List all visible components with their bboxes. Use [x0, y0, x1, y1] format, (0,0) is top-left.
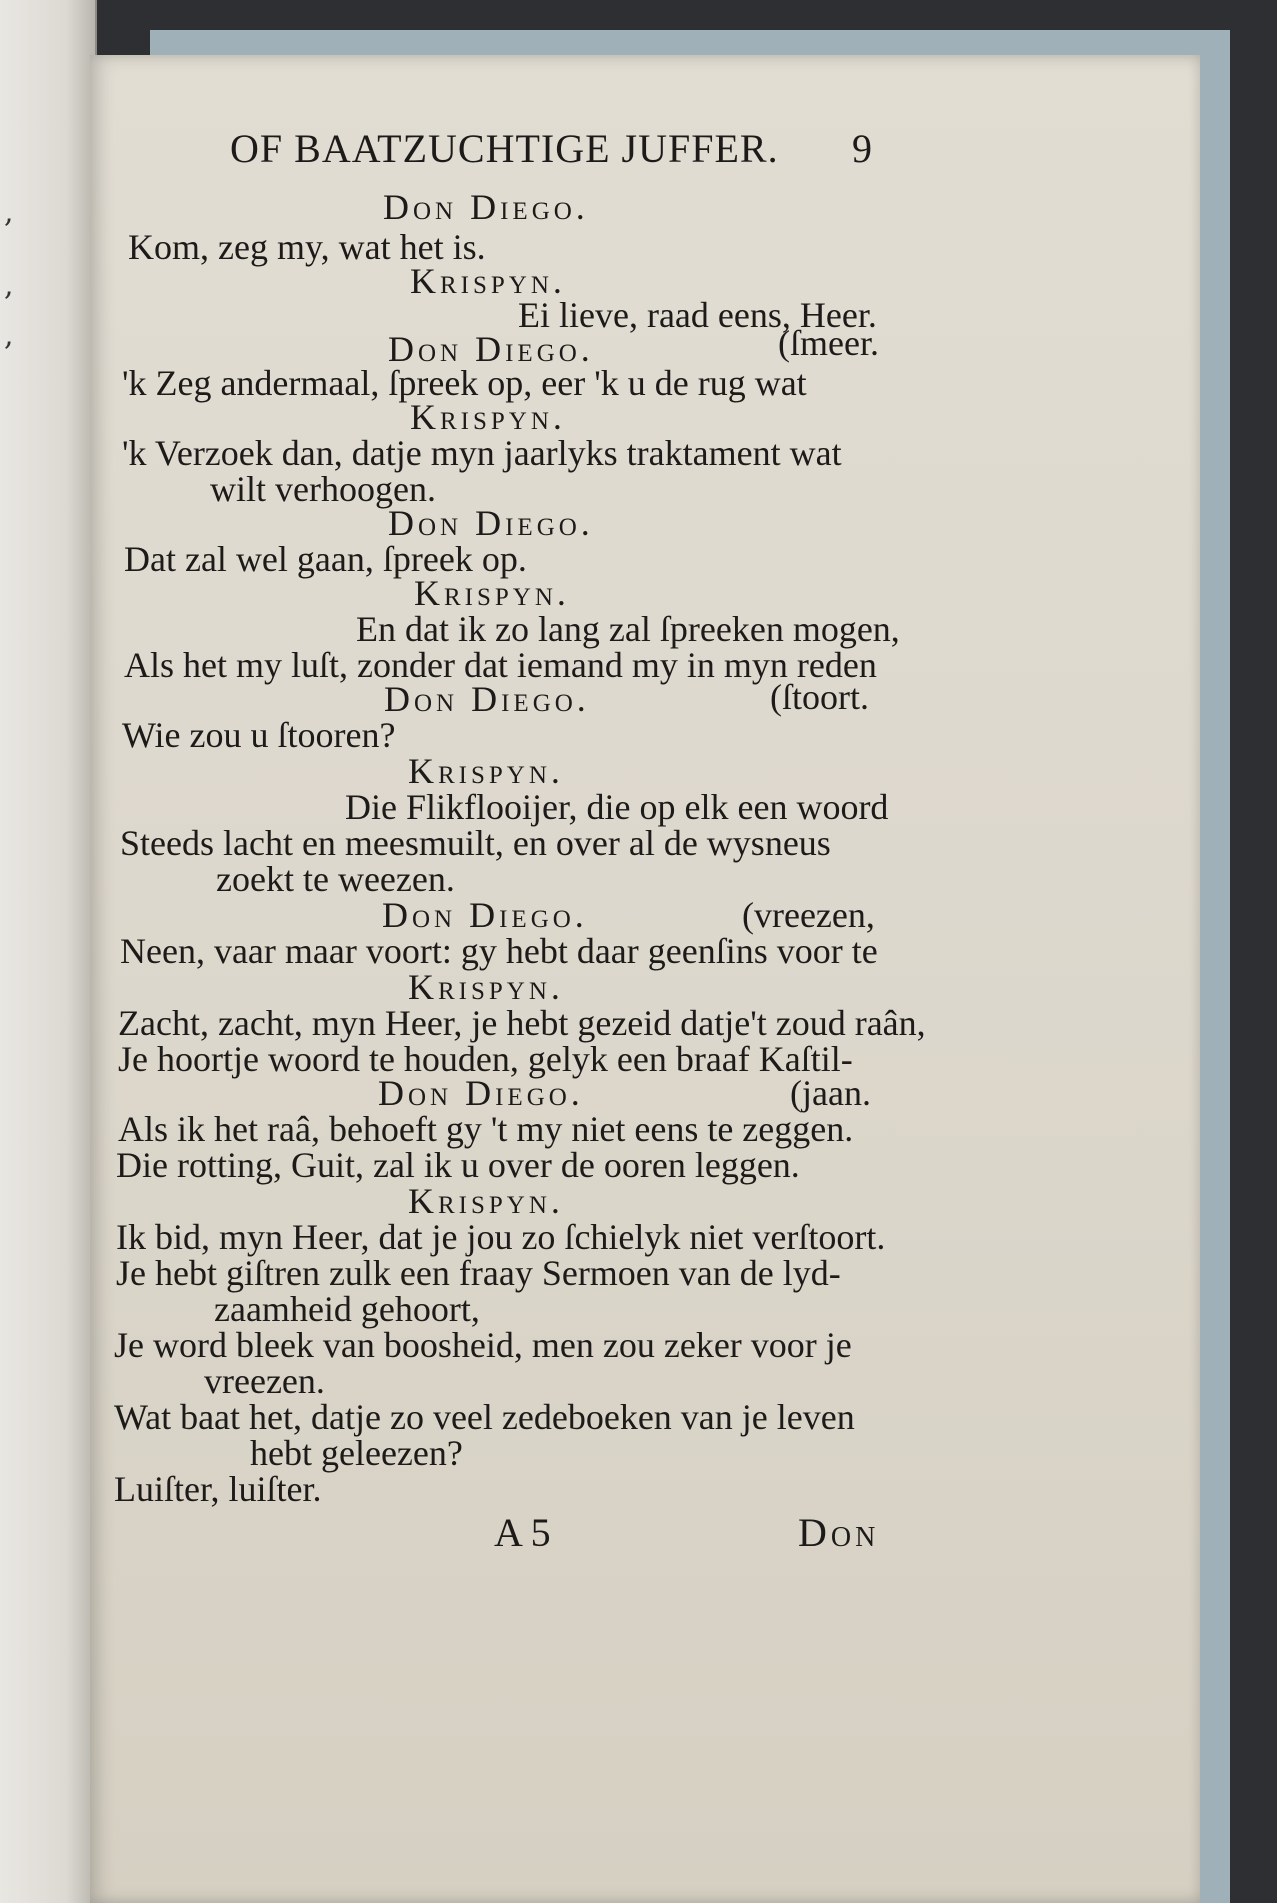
verse-line: hebt geleezen?	[250, 1433, 463, 1473]
turnover-line: (ſtoort.	[770, 677, 869, 717]
running-title: OF BAATZUCHTIGE JUFFER.	[230, 126, 779, 171]
verse-line: Ik bid, myn Heer, dat je jou zo ſchielyk niet verſtoort.	[116, 1217, 886, 1257]
left-page-fragment: ,	[4, 268, 14, 303]
verse-line: Zacht, zacht, myn Heer, je hebt gezeid datje't zoud raân,	[118, 1003, 926, 1043]
speaker-heading: Krispyn.	[408, 1181, 564, 1221]
catchword: Don	[798, 1510, 880, 1555]
speaker-heading: Don Diego.	[384, 679, 590, 719]
turnover-line: (vreezen,	[742, 895, 875, 935]
verse-line: wilt verhoogen.	[210, 469, 436, 509]
verse-line: zoekt te weezen.	[216, 859, 455, 899]
verse-line: vreezen.	[204, 1361, 325, 1401]
speaker-heading: Don Diego.	[382, 895, 588, 935]
verse-line: Steeds lacht en meesmuilt, en over al de wysneus	[120, 823, 831, 863]
speaker-heading: Krispyn.	[408, 751, 564, 791]
verse-line: Wat baat het, datje zo veel zedeboeken van je leven	[114, 1397, 855, 1437]
book-page	[90, 55, 1200, 1903]
verse-line: Luiſter, luiſter.	[114, 1469, 322, 1509]
signature-mark: A 5	[494, 1510, 551, 1555]
left-page-edge	[0, 0, 97, 1903]
verse-line: 'k Verzoek dan, datje myn jaarlyks traktament wat	[122, 433, 842, 473]
speaker-heading: Krispyn.	[414, 573, 570, 613]
verse-line: En dat ik zo lang zal ſpreeken mogen,	[356, 609, 900, 649]
speaker-heading: Krispyn.	[408, 967, 564, 1007]
turnover-line: (jaan.	[790, 1073, 871, 1113]
verse-line: Die Flikflooijer, die op elk een woord	[345, 787, 889, 827]
turnover-line: (ſmeer.	[778, 323, 879, 363]
verse-line: zaamheid gehoort,	[214, 1289, 480, 1329]
verse-line: Neen, vaar maar voort: gy hebt daar geenſins voor te	[120, 931, 878, 971]
verse-line: Die rotting, Guit, zal ik u over de ooren leggen.	[116, 1145, 800, 1185]
page-number: 9	[852, 126, 873, 171]
verse-line: Als het my luſt, zonder dat iemand my in myn reden	[124, 645, 877, 685]
speaker-heading: Krispyn.	[410, 261, 566, 301]
speaker-heading: Don Diego.	[383, 187, 589, 227]
verse-line: Je hoortje woord te houden, gelyk een braaf Kaſtil-	[118, 1039, 853, 1079]
verse-line: 'k Zeg andermaal, ſpreek op, eer 'k u de rug wat	[122, 363, 807, 403]
verse-line: Kom, zeg my, wat het is.	[128, 227, 486, 267]
speaker-heading: Don Diego.	[388, 503, 594, 543]
speaker-heading: Krispyn.	[410, 397, 566, 437]
left-page-fragment: ,	[4, 195, 14, 230]
left-page-fragment: ,	[4, 318, 14, 353]
speaker-heading: Don Diego.	[388, 329, 594, 369]
verse-line: Wie zou u ſtooren?	[122, 715, 396, 755]
verse-line: Als ik het raâ, behoeft gy 't my niet eens te zeggen.	[118, 1109, 854, 1149]
verse-line: Je word bleek van boosheid, men zou zeker voor je	[114, 1325, 852, 1365]
verse-line: Dat zal wel gaan, ſpreek op.	[124, 539, 527, 579]
speaker-heading: Don Diego.	[378, 1073, 584, 1113]
verse-line: Je hebt giſtren zulk een fraay Sermoen van de lyd-	[116, 1253, 841, 1293]
verse-line: Ei lieve, raad eens, Heer.	[518, 295, 877, 335]
